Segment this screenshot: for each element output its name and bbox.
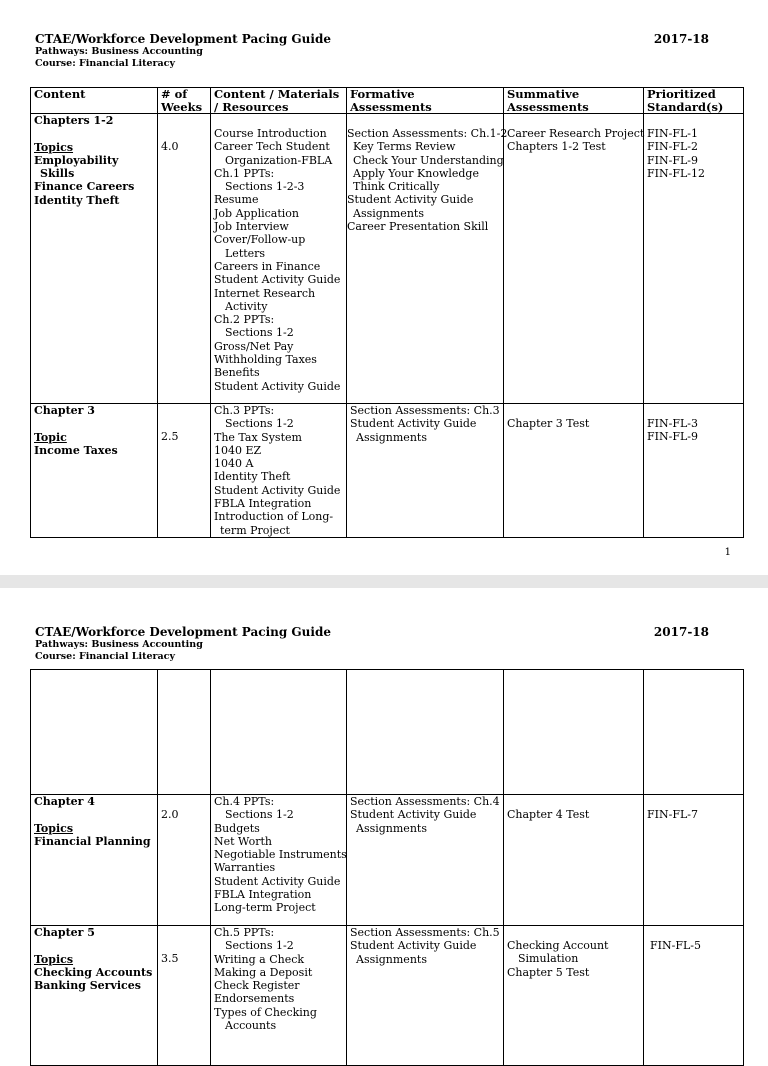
material-item: Resume	[214, 193, 259, 207]
material-item: Endorsements	[214, 992, 295, 1006]
weeks-cell: 2.0	[158, 795, 211, 926]
summative-item: Simulation	[518, 952, 579, 966]
table-row	[31, 795, 744, 926]
topics-label: Topics	[34, 140, 74, 154]
summative-item: Checking Account	[507, 939, 609, 952]
formative-item: Section Assessments: Ch.3	[350, 404, 500, 417]
summative-cell	[504, 926, 644, 1066]
material-item: Organization-FBLA	[225, 153, 333, 167]
school-year: 2017-18	[653, 625, 709, 639]
standard-item: FIN-FL-9	[647, 430, 698, 444]
material-item: FBLA Integration	[214, 888, 312, 902]
formative-item: Apply Your Knowledge	[353, 166, 479, 180]
material-item: Course Introduction	[214, 127, 327, 140]
material-item: Ch.5 PPTs:	[214, 926, 275, 939]
document-title: CTAE/Workforce Development Pacing Guide	[35, 32, 331, 46]
material-item: Student Activity Guide	[214, 483, 341, 497]
summative-cell	[504, 114, 644, 404]
material-item: Making a Deposit	[214, 965, 313, 979]
material-item: Gross/Net Pay	[214, 339, 294, 353]
formative-cell	[347, 114, 508, 404]
topic-item: Finance Careers	[34, 180, 135, 194]
material-item: Letters	[225, 246, 266, 260]
formative-item: Check Your Understanding	[353, 153, 504, 167]
material-item: Job Application	[214, 206, 299, 220]
formative-item: Key Terms Review	[353, 140, 456, 154]
document-title: CTAE/Workforce Development Pacing Guide	[35, 625, 331, 639]
page-number: 1	[724, 547, 731, 558]
material-item: Student Activity Guide	[214, 273, 341, 287]
material-item: Check Register	[214, 979, 300, 993]
material-item: 1040 A	[214, 457, 254, 471]
standard-item: FIN-FL-2	[647, 140, 698, 154]
weeks-cell: 3.5	[158, 926, 211, 1066]
table-header-row	[31, 88, 744, 114]
material-item: Activity	[225, 299, 268, 313]
formative-cell	[347, 795, 504, 926]
material-item: Ch.2 PPTs:	[214, 313, 275, 327]
chapter-label: Chapters 1-2	[34, 114, 114, 127]
material-item: 1040 EZ	[214, 443, 262, 457]
material-item: Withholding Taxes	[214, 353, 317, 367]
material-item: Writing a Check	[214, 952, 305, 966]
weeks-cell: 2.5	[158, 404, 211, 538]
summative-item: Chapter 4 Test	[507, 808, 590, 821]
formative-item: Section Assessments: Ch.5	[350, 926, 500, 939]
formative-item: Student Activity Guide	[350, 808, 477, 822]
summative-cell	[504, 795, 644, 926]
material-item: Warranties	[214, 861, 276, 875]
topics-label: Topic	[34, 430, 67, 444]
material-item: Ch.1 PPTs:	[214, 166, 275, 180]
topic-item: Employability	[34, 153, 119, 167]
pacing-table-continued	[30, 669, 744, 1066]
standards-cell	[644, 795, 744, 926]
chapter-label: Chapter 5	[34, 926, 95, 939]
material-item: Sections 1-2-3	[225, 180, 305, 194]
formative-item: Assignments	[356, 952, 427, 966]
chapter-label: Chapter 4	[34, 795, 95, 808]
topics-label: Topics	[34, 821, 74, 835]
summative-item: Chapters 1-2 Test	[507, 140, 606, 154]
material-item: Ch.4 PPTs:	[214, 795, 275, 808]
material-item: Identity Theft	[214, 470, 291, 484]
formative-item: Assignments	[356, 430, 427, 444]
content-cell	[31, 404, 158, 538]
material-item: FBLA Integration	[214, 497, 312, 511]
materials-cell	[211, 404, 347, 538]
material-item: Benefits	[214, 366, 260, 380]
material-item: term Project	[220, 523, 290, 537]
formative-item: Section Assessments: Ch.4	[350, 795, 500, 808]
material-item: Negotiable Instruments	[214, 848, 347, 862]
materials-cell	[211, 114, 347, 404]
topic-item: Financial Planning	[34, 834, 151, 848]
material-item: Sections 1-2	[225, 417, 294, 431]
formative-cell	[347, 926, 504, 1066]
summative-item: Career Research Project	[507, 127, 645, 140]
chapter-label: Chapter 3	[34, 404, 95, 417]
material-item: Ch.3 PPTs:	[214, 404, 275, 417]
material-item: Accounts	[225, 1019, 277, 1033]
standards-cell	[644, 114, 744, 404]
formative-item: Assignments	[353, 206, 424, 220]
topic-item: Checking Accounts	[34, 965, 153, 979]
material-item: Types of Checking	[214, 1005, 317, 1019]
page-header	[35, 626, 733, 662]
material-item: Career Tech Student	[214, 140, 330, 154]
formative-item: Assignments	[356, 821, 427, 835]
pacing-table	[30, 87, 744, 538]
page-2	[0, 588, 768, 1033]
standard-item: FIN-FL-1	[647, 127, 698, 140]
material-item: The Tax System	[214, 430, 302, 444]
material-item: Cover/Follow-up	[214, 233, 306, 247]
standard-item: FIN-FL-7	[647, 808, 698, 821]
standard-item: FIN-FL-12	[647, 166, 705, 180]
material-item: Student Activity Guide	[214, 379, 341, 393]
material-item: Sections 1-2	[225, 808, 294, 822]
topic-item: Income Taxes	[34, 443, 118, 457]
header-summative: Summative Assessments	[504, 88, 644, 114]
content-cell	[31, 795, 158, 926]
course-label: Course: Financial Literacy	[35, 650, 175, 662]
table-row	[31, 404, 744, 538]
summative-item: Chapter 5 Test	[507, 965, 590, 979]
topic-item: Skills	[40, 167, 75, 181]
course-label: Course: Financial Literacy	[35, 57, 175, 69]
topic-item: Banking Services	[34, 979, 141, 993]
page-separator	[0, 575, 768, 588]
pathways-label: Pathways: Business Accounting	[35, 46, 203, 58]
header-weeks: # of Weeks	[158, 88, 211, 114]
formative-item: Think Critically	[353, 180, 440, 194]
header-materials: Content / Materials / Resources	[211, 88, 347, 114]
material-item: Introduction of Long-	[214, 510, 334, 524]
empty-row	[31, 670, 744, 795]
formative-cell	[347, 404, 504, 538]
material-item: Net Worth	[214, 834, 272, 848]
content-cell	[31, 114, 158, 404]
table-row	[31, 114, 744, 404]
header-formative: Formative Assessments	[347, 88, 504, 114]
formative-item: Section Assessments: Ch.1-2	[347, 127, 508, 140]
weeks-cell: 4.0	[158, 114, 211, 404]
topics-label: Topics	[34, 952, 74, 966]
standards-cell	[644, 926, 744, 1066]
header-content: Content	[31, 88, 158, 114]
material-item: Internet Research	[214, 286, 316, 300]
materials-cell	[211, 795, 347, 926]
summative-cell	[504, 404, 644, 538]
material-item: Sections 1-2	[225, 939, 294, 953]
material-item: Job Interview	[214, 220, 289, 234]
standard-item: FIN-FL-3	[647, 417, 698, 430]
pathways-label: Pathways: Business Accounting	[35, 639, 203, 651]
materials-cell	[211, 926, 347, 1066]
formative-item: Student Activity Guide	[347, 193, 474, 207]
standard-item: FIN-FL-9	[647, 153, 698, 167]
formative-item: Student Activity Guide	[350, 939, 477, 953]
material-item: Student Activity Guide	[214, 874, 341, 888]
formative-item: Student Activity Guide	[350, 417, 477, 431]
header-standards: Prioritized Standard(s)	[644, 88, 744, 114]
school-year: 2017-18	[653, 32, 709, 46]
material-item: Budgets	[214, 821, 260, 835]
page-header	[35, 33, 733, 69]
formative-item: Career Presentation Skill	[347, 220, 489, 234]
standard-item: FIN-FL-5	[650, 939, 701, 952]
table-row	[31, 926, 744, 1066]
topic-item: Identity Theft	[34, 193, 120, 207]
standards-cell	[644, 404, 744, 538]
summative-item: Chapter 3 Test	[507, 417, 590, 430]
material-item: Careers in Finance	[214, 259, 321, 273]
material-item: Sections 1-2	[225, 326, 294, 340]
content-cell	[31, 926, 158, 1066]
material-item: Long-term Project	[214, 901, 316, 915]
